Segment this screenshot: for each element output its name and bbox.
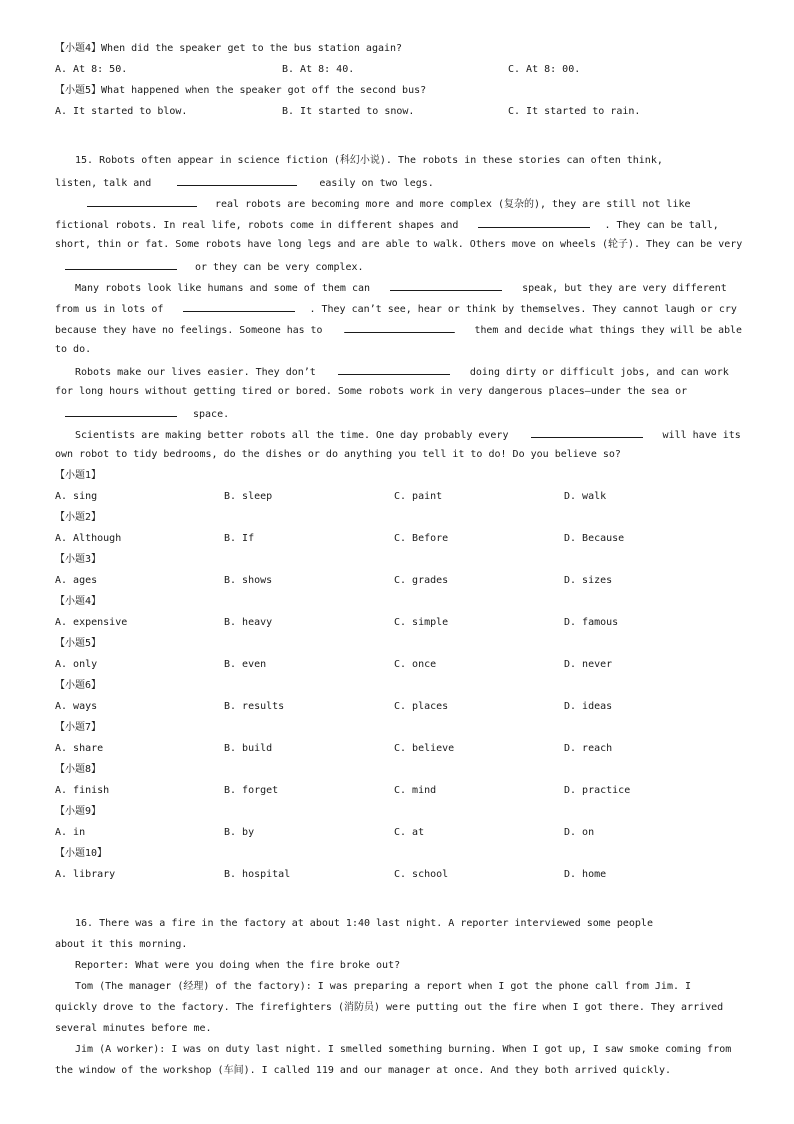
option-a[interactable]: A. only bbox=[55, 659, 98, 670]
blank-5[interactable] bbox=[390, 280, 502, 291]
sub-question-text: What happened when the speaker got off the second bus? bbox=[101, 85, 427, 96]
option-d[interactable]: D. sizes bbox=[564, 575, 613, 586]
q15-text-line: space. bbox=[65, 406, 229, 422]
q15-text-line: Scientists are making better robots all the time. One day probably every will have its bbox=[75, 427, 741, 443]
option-b[interactable]: B. It started to snow. bbox=[282, 106, 415, 117]
option-a[interactable]: A. sing bbox=[55, 491, 98, 502]
q15-text-line: listen, talk and easily on two legs. bbox=[55, 175, 434, 191]
option-c[interactable]: C. paint bbox=[394, 491, 443, 502]
q16-text-line: the window of the workshop (车间). I called 119 and our manager at once. And they both arrived quickly. bbox=[55, 1065, 672, 1076]
q15-text-line: short, thin or fat. Some robots have long legs and are able to walk. Others move on wheels (轮子). They can be very bbox=[55, 239, 743, 250]
option-a[interactable]: A. Although bbox=[55, 533, 122, 544]
q15-text-line: 15. Robots often appear in science fiction (科幻小说). The robots in these stories can often think, bbox=[75, 155, 663, 166]
option-b[interactable]: B. hospital bbox=[224, 869, 291, 880]
q15-text-line: real robots are becoming more and more complex (复杂的), they are still not like bbox=[87, 196, 691, 212]
q16-text-line: Reporter: What were you doing when the fire broke out? bbox=[75, 960, 401, 971]
option-b[interactable]: B. shows bbox=[224, 575, 273, 586]
blank-6[interactable] bbox=[183, 301, 295, 312]
option-c[interactable]: C. simple bbox=[394, 617, 449, 628]
option-d[interactable]: D. walk bbox=[564, 491, 607, 502]
sub-question-label: 【小题10】 bbox=[55, 848, 108, 859]
option-c[interactable]: C. mind bbox=[394, 785, 437, 796]
sub-question-label: 【小题4】 bbox=[55, 596, 102, 607]
option-a[interactable]: A. library bbox=[55, 869, 116, 880]
blank-3[interactable] bbox=[478, 217, 590, 228]
q15-text-line: from us in lots of . They can’t see, hear or think by themselves. They cannot laugh or cry bbox=[55, 301, 737, 317]
q16-text-line: Tom (The manager (经理) of the factory): I was preparing a report when I got the phone call from Jim. I bbox=[75, 981, 692, 992]
option-d[interactable]: D. never bbox=[564, 659, 613, 670]
option-a[interactable]: A. ages bbox=[55, 575, 98, 586]
sub-question-label: 【小题6】 bbox=[55, 680, 102, 691]
q15-text-line: own robot to tidy bedrooms, do the dishes or do anything you tell it to do! Do you believe so? bbox=[55, 449, 621, 460]
option-b[interactable]: B. sleep bbox=[224, 491, 273, 502]
q15-text-line: for long hours without getting tired or bored. Some robots work in very dangerous places—under the sea or bbox=[55, 386, 688, 397]
sub-question-label: 【小题3】 bbox=[55, 554, 102, 565]
option-c[interactable]: C. believe bbox=[394, 743, 455, 754]
option-d[interactable]: D. home bbox=[564, 869, 607, 880]
option-b[interactable]: B. If bbox=[224, 533, 255, 544]
sub-question-label: 【小题5】 bbox=[55, 85, 102, 96]
option-d[interactable]: D. on bbox=[564, 827, 595, 838]
option-a[interactable]: A. At 8: 50. bbox=[55, 64, 128, 75]
q16-text-line: 16. There was a fire in the factory at about 1:40 last night. A reporter interviewed some people bbox=[75, 918, 653, 929]
option-a[interactable]: A. expensive bbox=[55, 617, 128, 628]
q15-text-line: Robots make our lives easier. They don’t doing dirty or difficult jobs, and can work bbox=[75, 364, 729, 380]
blank-9[interactable] bbox=[65, 406, 177, 417]
option-b[interactable]: B. forget bbox=[224, 785, 279, 796]
option-b[interactable]: B. even bbox=[224, 659, 267, 670]
q15-text-line: or they can be very complex. bbox=[65, 259, 364, 275]
sub-question-label: 【小题2】 bbox=[55, 512, 102, 523]
option-c[interactable]: C. at bbox=[394, 827, 425, 838]
q16-text-line: Jim (A worker): I was on duty last night. I smelled something burning. When I got up, I saw smoke coming from bbox=[75, 1044, 732, 1055]
q15-text-line: fictional robots. In real life, robots come in different shapes and . They can be tall, bbox=[55, 217, 719, 233]
option-c[interactable]: C. Before bbox=[394, 533, 449, 544]
q16-text-line: about it this morning. bbox=[55, 939, 188, 950]
option-b[interactable]: B. results bbox=[224, 701, 285, 712]
option-a[interactable]: A. ways bbox=[55, 701, 98, 712]
option-d[interactable]: D. Because bbox=[564, 533, 625, 544]
sub-question-text: When did the speaker get to the bus station again? bbox=[101, 43, 403, 54]
sub-question-label: 【小题1】 bbox=[55, 470, 102, 481]
option-a[interactable]: A. It started to blow. bbox=[55, 106, 188, 117]
option-b[interactable]: B. by bbox=[224, 827, 255, 838]
option-d[interactable]: D. famous bbox=[564, 617, 619, 628]
q15-text-line: to do. bbox=[55, 344, 92, 355]
option-c[interactable]: C. once bbox=[394, 659, 437, 670]
option-c[interactable]: C. school bbox=[394, 869, 449, 880]
sub-question-label: 【小题7】 bbox=[55, 722, 102, 733]
sub-question-label: 【小题5】 bbox=[55, 638, 102, 649]
q15-text-line: because they have no feelings. Someone has to them and decide what things they will be able bbox=[55, 322, 742, 338]
blank-8[interactable] bbox=[338, 364, 450, 375]
q16-text-line: quickly drove to the factory. The firefighters (消防员) were putting out the fire when I got there. They arrived bbox=[55, 1002, 724, 1013]
q15-text-line: Many robots look like humans and some of them can speak, but they are very different bbox=[75, 280, 727, 296]
option-d[interactable]: D. reach bbox=[564, 743, 613, 754]
blank-7[interactable] bbox=[344, 322, 455, 333]
question-14-5 bbox=[55, 84, 426, 98]
q16-text-line: several minutes before me. bbox=[55, 1023, 212, 1034]
blank-4[interactable] bbox=[65, 259, 177, 270]
option-d[interactable]: D. ideas bbox=[564, 701, 613, 712]
option-c[interactable]: C. At 8: 00. bbox=[508, 64, 581, 75]
option-b[interactable]: B. build bbox=[224, 743, 273, 754]
option-c[interactable]: C. It started to rain. bbox=[508, 106, 641, 117]
option-c[interactable]: C. grades bbox=[394, 575, 449, 586]
option-a[interactable]: A. in bbox=[55, 827, 86, 838]
question-14-4 bbox=[55, 42, 402, 56]
sub-question-label: 【小题9】 bbox=[55, 806, 102, 817]
blank-2[interactable] bbox=[87, 196, 197, 207]
option-b[interactable]: B. At 8: 40. bbox=[282, 64, 355, 75]
option-c[interactable]: C. places bbox=[394, 701, 449, 712]
blank-10[interactable] bbox=[531, 427, 643, 438]
option-a[interactable]: A. finish bbox=[55, 785, 110, 796]
sub-question-label: 【小题4】 bbox=[55, 43, 102, 54]
blank-1[interactable] bbox=[177, 175, 297, 186]
option-d[interactable]: D. practice bbox=[564, 785, 631, 796]
sub-question-label: 【小题8】 bbox=[55, 764, 102, 775]
option-a[interactable]: A. share bbox=[55, 743, 104, 754]
option-b[interactable]: B. heavy bbox=[224, 617, 273, 628]
